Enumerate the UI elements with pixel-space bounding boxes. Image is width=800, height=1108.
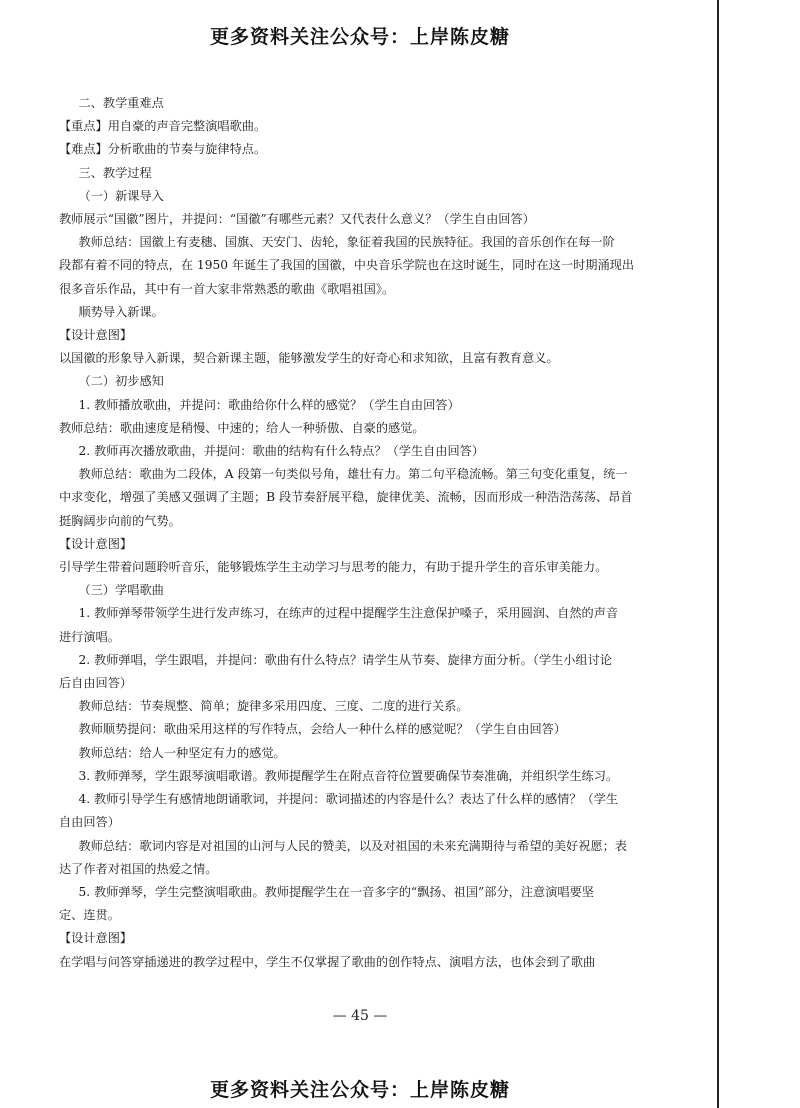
design-intent-label: 【设计意图】: [59, 536, 133, 551]
header-banner: 更多资料关注公众号：上岸陈皮糖: [209, 26, 510, 48]
document-body: [59, 92, 649, 974]
section-heading: 三、教学过程: [78, 165, 152, 180]
paragraph-line: 很多音乐作品，其中有一首大家非常熟悉的歌曲《歌唱祖国》。: [59, 281, 395, 296]
paragraph-line: 教师顺势提问：歌曲采用这样的写作特点，会给人一种什么样的感觉呢？（学生自由回答）: [78, 722, 567, 737]
paragraph-line: 进行演唱。: [59, 629, 120, 644]
margin-rule: [717, 0, 719, 1108]
paragraph-line: 教师展示“国徽”图片，并提问：“国徽”有哪些元素？又代表什么意义？（学生自由回答）: [59, 212, 535, 227]
paragraph-line: 引导学生带着问题聆听音乐，能够锻炼学生主动学习与思考的能力，有助于提升学生的音乐审美能力。: [59, 560, 608, 575]
paragraph-line: 自由回答）: [59, 815, 120, 830]
subsection-heading: （三）学唱歌曲: [78, 583, 164, 598]
paragraph-line: 挺胸阔步向前的气势。: [59, 513, 181, 528]
numbered-step: 5. 教师弹琴，学生完整演唱歌曲。教师提醒学生在一音多字的“飘扬、祖国”部分，注意演唱要坚: [78, 884, 594, 899]
paragraph-line: 教师总结：歌词内容是对祖国的山河与人民的赞美，以及对祖国的未来充满期待与希望的美好祝愿；表: [78, 838, 627, 853]
numbered-step: 4. 教师引导学生有感情地朗诵歌词，并提问：歌词描述的内容是什么？表达了什么样的感情？（学生: [78, 792, 619, 807]
paragraph-line: 教师总结：给人一种坚定有力的感觉。: [78, 745, 286, 760]
footer-banner: 更多资料关注公众号：上岸陈皮糖: [209, 1079, 510, 1101]
numbered-step: 1. 教师播放歌曲，并提问：歌曲给你什么样的感觉？（学生自由回答）: [78, 397, 460, 412]
numbered-step: 2. 教师再次播放歌曲，并提问：歌曲的结构有什么特点？（学生自由回答）: [78, 444, 485, 459]
paragraph-line: 以国徽的形象导入新课，契合新课主题，能够激发学生的好奇心和求知欲，且富有教育意义。: [59, 351, 559, 366]
numbered-step: 2. 教师弹唱，学生跟唱，并提问：歌曲有什么特点？请学生从节奏、旋律方面分析。（学生小组讨论: [78, 652, 612, 667]
paragraph-line: 教师总结：节奏规整、简单；旋律多采用四度、三度、二度的进行关系。: [78, 699, 469, 714]
numbered-step: 3. 教师弹琴，学生跟琴演唱歌谱。教师提醒学生在附点音符位置要确保节奏准确，并组织学生练习。: [78, 768, 619, 783]
subsection-heading: （一）新课导入: [78, 188, 164, 203]
paragraph-line: 后自由回答）: [59, 676, 133, 691]
paragraph-line: 中求变化，增强了美感又强调了主题；B 段节奏舒展平稳，旋律优美、流畅，因而形成一种浩浩荡荡、昂首: [59, 490, 633, 505]
section-heading: 二、教学重难点: [78, 96, 164, 110]
paragraph-line: 达了作者对祖国的热爱之情。: [59, 861, 218, 876]
paragraph-line: 顺势导入新课。: [78, 304, 164, 319]
design-intent-label: 【设计意图】: [59, 328, 133, 343]
numbered-step: 1. 教师弹琴带领学生进行发声练习，在练声的过程中提醒学生注意保护嗓子，采用圆润、自然的声音: [78, 606, 619, 621]
paragraph-line: 定、连贯。: [59, 908, 120, 923]
paragraph-line: 段都有着不同的特点，在 1950 年诞生了我国的国徽，中央音乐学院也在这时诞生，同时在这一时期涌现出: [59, 258, 635, 273]
subsection-heading: （二）初步感知: [78, 374, 164, 389]
paragraph-line: 教师总结：歌曲为二段体，A 段第一句类似号角，雄壮有力。第二句平稳流畅。第三句变化重复，统一: [78, 467, 628, 482]
key-point: 【重点】用自豪的声音完整演唱歌曲。: [59, 119, 267, 134]
design-intent-label: 【设计意图】: [59, 931, 133, 946]
paragraph-line: 教师总结：国徽上有麦穗、国旗、天安门、齿轮，象征着我国的民族特征。我国的音乐创作在每一阶: [78, 235, 615, 250]
paragraph-line: 在学唱与问答穿插递进的教学过程中，学生不仅掌握了歌曲的创作特点、演唱方法，也体会到了歌曲: [59, 954, 596, 969]
paragraph-line: 教师总结：歌曲速度是稍慢、中速的；给人一种骄傲、自豪的感觉。: [59, 420, 425, 435]
difficult-point: 【难点】分析歌曲的节奏与旋律特点。: [59, 142, 267, 157]
page-number: — 45 —: [332, 1008, 388, 1024]
